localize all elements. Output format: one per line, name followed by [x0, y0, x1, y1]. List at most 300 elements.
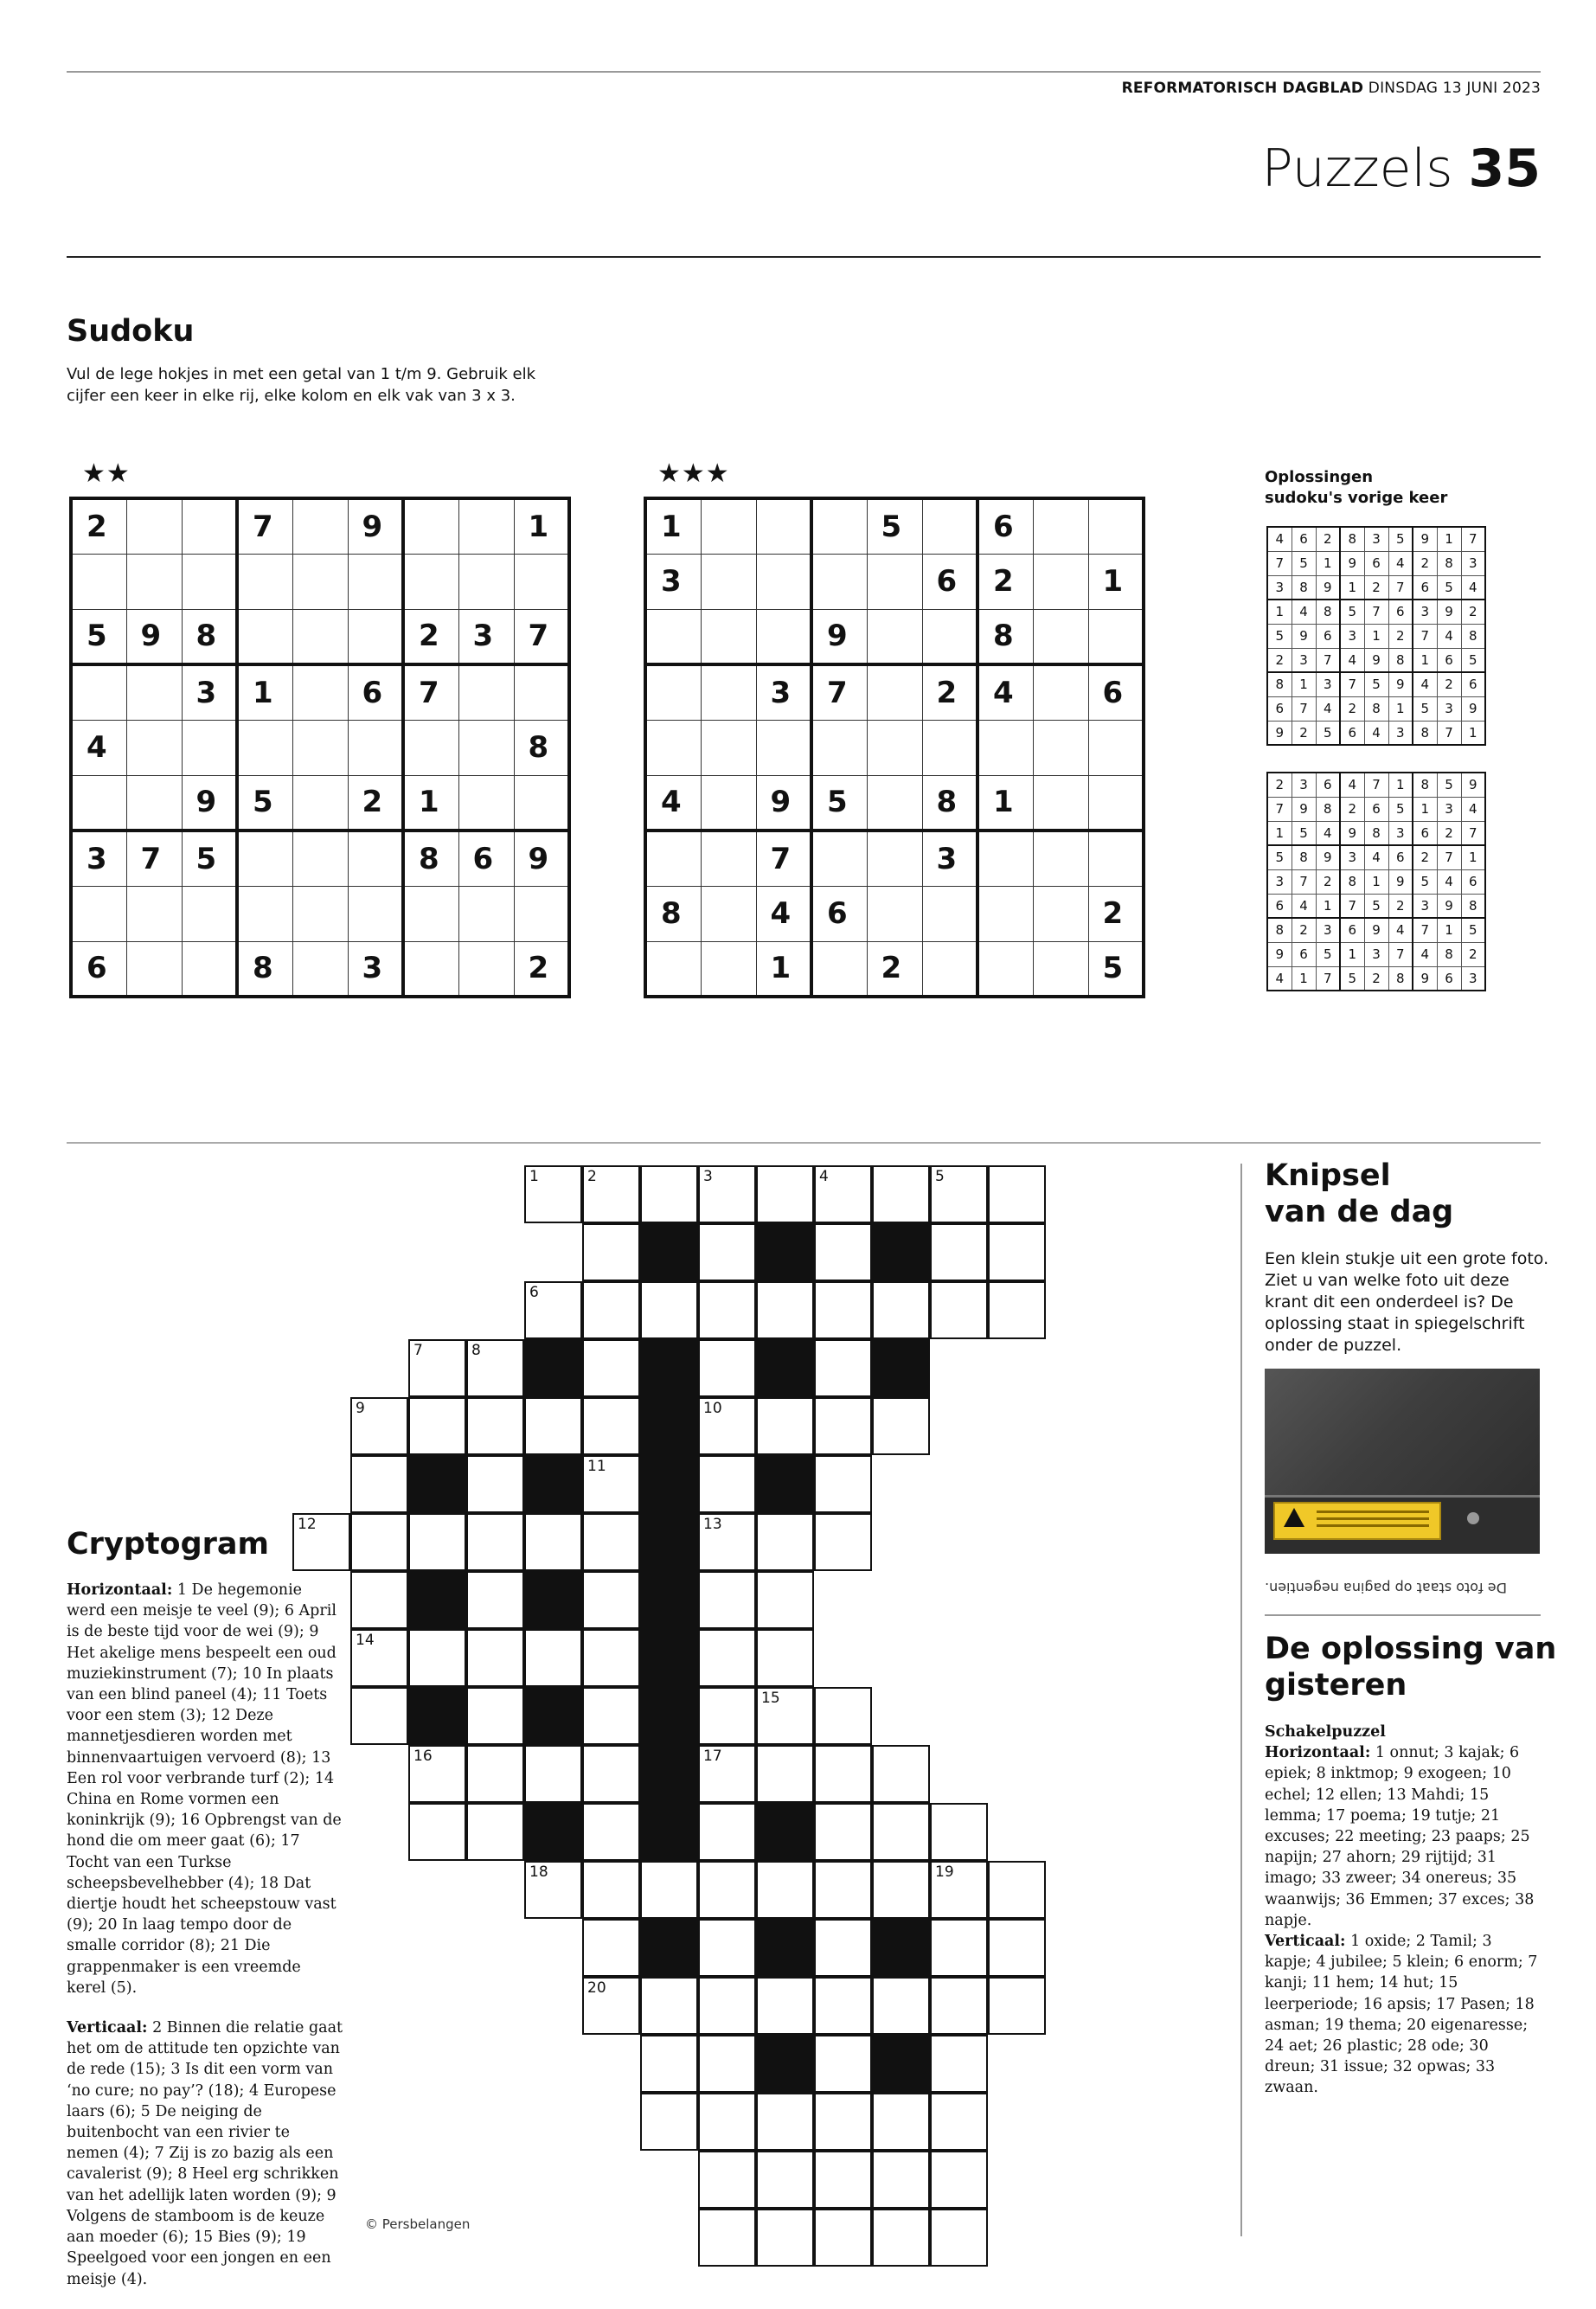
crossword-cell[interactable]	[698, 1687, 756, 1745]
solution-cell: 1	[1413, 797, 1437, 821]
crossword-cell[interactable]	[408, 1339, 466, 1397]
crossword-cell[interactable]	[466, 1513, 524, 1571]
crossword-cell[interactable]	[988, 1977, 1046, 2035]
crossword-cell[interactable]	[814, 1281, 872, 1339]
sudoku-cell[interactable]	[645, 941, 701, 997]
sudoku-cell[interactable]: 3	[348, 941, 403, 997]
sudoku-cell[interactable]	[458, 664, 514, 720]
crossword-cell[interactable]	[350, 1687, 408, 1745]
crossword-cell[interactable]	[350, 1397, 408, 1455]
crossword-cell[interactable]	[872, 1745, 930, 1803]
crossword-cell[interactable]	[930, 2151, 988, 2209]
crossword-cell[interactable]	[814, 1455, 872, 1513]
crossword-cell[interactable]	[292, 1513, 350, 1571]
crossword-cell[interactable]	[524, 1397, 582, 1455]
sudoku-cell[interactable]: 5	[811, 775, 867, 831]
sudoku-cell[interactable]	[701, 554, 756, 609]
sudoku-cell[interactable]	[922, 609, 977, 664]
crossword-cell[interactable]	[466, 1629, 524, 1687]
crossword-cell[interactable]	[814, 1223, 872, 1281]
crossword-cell[interactable]	[698, 1165, 756, 1223]
sudoku-cell[interactable]: 2	[348, 775, 403, 831]
sudoku-cell[interactable]	[645, 720, 701, 775]
sudoku-cell[interactable]	[1088, 498, 1144, 554]
crossword-cell[interactable]	[930, 1919, 988, 1977]
sudoku-cell[interactable]	[71, 554, 126, 609]
sudoku-cell[interactable]	[701, 609, 756, 664]
crossword-cell[interactable]	[582, 1803, 640, 1861]
crossword-cell[interactable]	[814, 1165, 872, 1223]
crossword-cell[interactable]	[930, 1803, 988, 1861]
crossword-cell[interactable]	[872, 1977, 930, 2035]
sudoku-cell[interactable]: 4	[756, 886, 811, 941]
sudoku-cell[interactable]	[811, 554, 867, 609]
crossword-cell[interactable]	[640, 1977, 698, 2035]
sudoku-cell[interactable]: 1	[514, 498, 569, 554]
sudoku-cell[interactable]: 2	[1088, 886, 1144, 941]
sudoku-cell[interactable]	[922, 886, 977, 941]
sudoku-cell[interactable]: 2	[867, 941, 922, 997]
crossword-clue-number: 10	[703, 1400, 722, 1417]
crossword-cell[interactable]	[582, 1687, 640, 1745]
crossword-cell[interactable]	[582, 1919, 640, 1977]
sudoku-cell[interactable]	[977, 886, 1033, 941]
sudoku-cell[interactable]	[237, 720, 292, 775]
sudoku-cell[interactable]	[977, 720, 1033, 775]
sudoku-cell[interactable]: 4	[977, 664, 1033, 720]
crossword-cell[interactable]	[582, 1513, 640, 1571]
crossword-cell[interactable]	[698, 1281, 756, 1339]
sudoku-cell[interactable]	[292, 775, 348, 831]
crossword-cell[interactable]	[524, 1513, 582, 1571]
crossword-cell[interactable]	[756, 2093, 814, 2151]
sudoku-cell[interactable]	[701, 664, 756, 720]
crossword-cell[interactable]	[698, 1571, 756, 1629]
crossword-cell[interactable]	[408, 1745, 466, 1803]
sudoku-cell[interactable]: 4	[71, 720, 126, 775]
crossword-cell[interactable]	[466, 1571, 524, 1629]
crossword-cell[interactable]	[524, 1281, 582, 1339]
crossword-cell[interactable]	[814, 1861, 872, 1919]
sudoku-cell[interactable]	[348, 554, 403, 609]
crossword-cell[interactable]	[582, 1629, 640, 1687]
sudoku-cell[interactable]	[237, 554, 292, 609]
crossword-cell[interactable]	[872, 2093, 930, 2151]
sudoku-cell[interactable]	[182, 886, 237, 941]
crossword-cell[interactable]	[350, 1571, 408, 1629]
crossword-cell[interactable]	[640, 1861, 698, 1919]
sudoku-cell[interactable]: 1	[1088, 554, 1144, 609]
sudoku-cell[interactable]: 3	[182, 664, 237, 720]
sudoku-cell[interactable]: 8	[514, 720, 569, 775]
sudoku-cell[interactable]	[867, 554, 922, 609]
sudoku-cell[interactable]: 8	[237, 941, 292, 997]
crossword-cell[interactable]	[930, 1861, 988, 1919]
crossword-cell[interactable]	[408, 1629, 466, 1687]
sudoku-cell[interactable]: 2	[922, 664, 977, 720]
crossword-cell[interactable]	[582, 1977, 640, 2035]
sudoku-cell[interactable]	[1033, 609, 1088, 664]
crossword-cell[interactable]	[872, 1861, 930, 1919]
sudoku-cell[interactable]: 8	[182, 609, 237, 664]
sudoku-cell[interactable]: 4	[645, 775, 701, 831]
sudoku-cell[interactable]	[867, 664, 922, 720]
crossword-cell[interactable]	[698, 1745, 756, 1803]
solution-cell: 5	[1413, 696, 1437, 721]
crossword-cell[interactable]	[872, 2151, 930, 2209]
sudoku-cell[interactable]	[977, 831, 1033, 886]
crossword-cell[interactable]	[582, 1339, 640, 1397]
crossword-cell[interactable]	[466, 1803, 524, 1861]
crossword-cell[interactable]	[582, 1223, 640, 1281]
crossword-cell[interactable]	[814, 1513, 872, 1571]
sudoku-cell[interactable]	[756, 554, 811, 609]
sudoku-cell[interactable]: 2	[403, 609, 458, 664]
sudoku-cell[interactable]	[1033, 941, 1088, 997]
sudoku-cell[interactable]	[1033, 775, 1088, 831]
sudoku-cell[interactable]	[1088, 609, 1144, 664]
sudoku-cell[interactable]: 7	[756, 831, 811, 886]
crossword-cell[interactable]	[756, 1513, 814, 1571]
sudoku-cell[interactable]	[126, 720, 182, 775]
crossword-cell[interactable]	[872, 1165, 930, 1223]
sudoku-cell[interactable]: 6	[922, 554, 977, 609]
crossword-cell[interactable]	[756, 1281, 814, 1339]
sudoku-cell[interactable]	[867, 609, 922, 664]
crossword-clue-number: 19	[935, 1863, 954, 1881]
sudoku-cell[interactable]	[458, 720, 514, 775]
sudoku-cell[interactable]: 9	[514, 831, 569, 886]
crossword-cell[interactable]	[814, 1919, 872, 1977]
crossword-cell[interactable]	[814, 2209, 872, 2267]
sudoku-cell[interactable]	[701, 775, 756, 831]
sudoku-cell[interactable]	[1033, 831, 1088, 886]
crossword-cell[interactable]	[582, 1745, 640, 1803]
crossword-cell[interactable]	[350, 1629, 408, 1687]
sudoku-cell[interactable]	[701, 498, 756, 554]
crossword-clue-number: 14	[356, 1632, 375, 1649]
sudoku-cell[interactable]: 1	[756, 941, 811, 997]
sudoku-cell[interactable]: 5	[182, 831, 237, 886]
sudoku-cell[interactable]: 2	[514, 941, 569, 997]
solution-cell: 5	[1267, 624, 1292, 648]
sudoku-cell[interactable]	[126, 886, 182, 941]
sudoku-cell[interactable]: 6	[811, 886, 867, 941]
crossword-cell[interactable]	[814, 1687, 872, 1745]
sudoku-cell[interactable]: 1	[645, 498, 701, 554]
sudoku-cell[interactable]: 7	[126, 831, 182, 886]
crossword-cell[interactable]	[930, 1281, 988, 1339]
sudoku-cell[interactable]: 9	[756, 775, 811, 831]
sudoku-cell[interactable]	[182, 720, 237, 775]
sudoku-cell[interactable]	[977, 941, 1033, 997]
crossword-cell[interactable]	[582, 1571, 640, 1629]
crossword-cell[interactable]	[756, 1861, 814, 1919]
sudoku-cell[interactable]: 6	[1088, 664, 1144, 720]
sudoku-cell[interactable]	[756, 498, 811, 554]
crossword-cell[interactable]	[930, 1165, 988, 1223]
sudoku-cell[interactable]: 7	[811, 664, 867, 720]
sudoku-cell[interactable]	[403, 886, 458, 941]
crossword-cell[interactable]	[930, 1223, 988, 1281]
crossword-cell[interactable]	[640, 1165, 698, 1223]
crossword-black-cell	[756, 1455, 814, 1513]
crossword-cell[interactable]	[930, 1977, 988, 2035]
sudoku-cell[interactable]	[292, 609, 348, 664]
crossword-cell[interactable]	[582, 1455, 640, 1513]
crossword-cell[interactable]	[988, 1281, 1046, 1339]
sudoku-cell[interactable]	[126, 664, 182, 720]
crossword-cell[interactable]	[582, 1397, 640, 1455]
sudoku-cell[interactable]	[292, 831, 348, 886]
crossword-cell[interactable]	[814, 1803, 872, 1861]
crossword-cell[interactable]	[756, 1397, 814, 1455]
crossword-cell[interactable]	[582, 1861, 640, 1919]
sudoku-cell[interactable]: 3	[756, 664, 811, 720]
sudoku-cell[interactable]	[458, 554, 514, 609]
sudoku-cell[interactable]	[514, 886, 569, 941]
sudoku-cell[interactable]	[1033, 554, 1088, 609]
sudoku-cell[interactable]	[292, 941, 348, 997]
sudoku-cell[interactable]: 3	[922, 831, 977, 886]
sudoku-cell[interactable]: 1	[403, 775, 458, 831]
sudoku-intro: Vul de lege hokjes in met een getal van 1 t/m 9. Gebruik elk cijfer een keer in elke rij, elke kolom en elk vak van 3 x 3.	[67, 365, 536, 405]
sudoku-cell[interactable]	[237, 831, 292, 886]
sudoku-cell[interactable]	[237, 886, 292, 941]
sudoku-cell[interactable]: 2	[71, 498, 126, 554]
crossword-cell[interactable]	[930, 2093, 988, 2151]
sudoku-cell[interactable]	[645, 609, 701, 664]
sudoku-cell[interactable]	[71, 886, 126, 941]
sudoku-cell[interactable]	[126, 775, 182, 831]
sudoku-cell[interactable]: 6	[458, 831, 514, 886]
sudoku-cell[interactable]: 3	[71, 831, 126, 886]
crossword-cell[interactable]	[756, 2209, 814, 2267]
sudoku-cell[interactable]	[458, 498, 514, 554]
crossword-cell[interactable]	[930, 2035, 988, 2093]
crossword-cell[interactable]	[756, 1165, 814, 1223]
solution-cell: 8	[1316, 600, 1340, 624]
sudoku-cell[interactable]	[1033, 720, 1088, 775]
sudoku-cell[interactable]: 8	[922, 775, 977, 831]
crossword-cell[interactable]	[756, 1977, 814, 2035]
crossword-cell[interactable]	[698, 1397, 756, 1455]
sudoku-cell[interactable]: 7	[237, 498, 292, 554]
crossword-cell[interactable]	[988, 1919, 1046, 1977]
sudoku-cell[interactable]	[71, 775, 126, 831]
crossword-cell[interactable]	[640, 1281, 698, 1339]
sudoku-cell[interactable]: 1	[977, 775, 1033, 831]
sudoku-cell[interactable]: 5	[867, 498, 922, 554]
crossword-cell[interactable]	[814, 2093, 872, 2151]
crossword-cell[interactable]	[698, 2209, 756, 2267]
sudoku-cell[interactable]: 7	[514, 609, 569, 664]
sudoku-cell[interactable]	[514, 554, 569, 609]
sudoku-cell[interactable]: 9	[182, 775, 237, 831]
sudoku-cell[interactable]	[867, 831, 922, 886]
sudoku-cell[interactable]	[922, 941, 977, 997]
sudoku-cell[interactable]: 5	[1088, 941, 1144, 997]
sudoku-cell[interactable]	[458, 775, 514, 831]
sudoku-cell[interactable]	[403, 941, 458, 997]
sudoku-cell[interactable]	[403, 498, 458, 554]
sudoku-cell[interactable]: 8	[645, 886, 701, 941]
crossword-cell[interactable]	[872, 1803, 930, 1861]
crossword-cell[interactable]	[872, 1281, 930, 1339]
crossword-cell[interactable]	[814, 2151, 872, 2209]
sudoku-cell[interactable]: 9	[811, 609, 867, 664]
crossword-cell[interactable]	[524, 1629, 582, 1687]
sudoku-cell[interactable]	[182, 498, 237, 554]
sudoku-cell[interactable]	[348, 886, 403, 941]
crossword-cell[interactable]	[698, 1977, 756, 2035]
sudoku-cell[interactable]	[922, 498, 977, 554]
crossword-cell[interactable]	[582, 1281, 640, 1339]
sudoku-cell[interactable]: 3	[645, 554, 701, 609]
sudoku-cell[interactable]	[403, 720, 458, 775]
sudoku-cell[interactable]: 5	[71, 609, 126, 664]
sudoku-cell[interactable]: 8	[977, 609, 1033, 664]
crossword-cell[interactable]	[698, 2035, 756, 2093]
sudoku-cell[interactable]	[71, 664, 126, 720]
sudoku-cell[interactable]	[292, 664, 348, 720]
sudoku-cell[interactable]	[701, 886, 756, 941]
sudoku-cell[interactable]	[645, 831, 701, 886]
crossword-cell[interactable]	[698, 2151, 756, 2209]
sudoku-cell[interactable]	[458, 941, 514, 997]
crossword-cell[interactable]	[814, 1977, 872, 2035]
crossword-cell[interactable]	[872, 1397, 930, 1455]
sudoku-cell[interactable]: 8	[403, 831, 458, 886]
crossword-cell[interactable]	[350, 1455, 408, 1513]
crossword-cell[interactable]	[466, 1687, 524, 1745]
sudoku-cell[interactable]: 7	[403, 664, 458, 720]
crossword-cell[interactable]	[698, 1223, 756, 1281]
sudoku-cell[interactable]	[811, 720, 867, 775]
sudoku-cell[interactable]	[756, 609, 811, 664]
crossword-cell[interactable]	[756, 2151, 814, 2209]
sudoku-cell[interactable]	[403, 554, 458, 609]
sudoku-cell[interactable]	[292, 886, 348, 941]
crossword-cell[interactable]	[466, 1397, 524, 1455]
crossword-cell[interactable]	[814, 2035, 872, 2093]
sudoku-cell[interactable]	[867, 775, 922, 831]
sudoku-cell[interactable]: 9	[126, 609, 182, 664]
crossword-cell[interactable]	[988, 1861, 1046, 1919]
sudoku-cell[interactable]	[811, 831, 867, 886]
crossword-cell[interactable]	[524, 1165, 582, 1223]
sudoku-cell[interactable]	[811, 941, 867, 997]
crossword-cell[interactable]	[698, 2093, 756, 2151]
sudoku-cell[interactable]	[701, 831, 756, 886]
sudoku-cell[interactable]	[292, 720, 348, 775]
sudoku-cell[interactable]	[756, 720, 811, 775]
crossword-cell[interactable]	[466, 1745, 524, 1803]
crossword-black-cell	[640, 1339, 698, 1397]
crossword-cell[interactable]	[408, 1397, 466, 1455]
sudoku-cell[interactable]	[292, 498, 348, 554]
sudoku-cell[interactable]	[811, 498, 867, 554]
sudoku-cell[interactable]	[292, 554, 348, 609]
crossword-cell[interactable]	[698, 1919, 756, 1977]
crossword-cell[interactable]	[698, 1339, 756, 1397]
sudoku-cell[interactable]	[1033, 886, 1088, 941]
sudoku-cell[interactable]	[701, 941, 756, 997]
sudoku-cell[interactable]	[1033, 498, 1088, 554]
sudoku-cell[interactable]	[514, 775, 569, 831]
crossword-cell[interactable]	[872, 2209, 930, 2267]
sudoku-cell[interactable]	[1088, 831, 1144, 886]
crossword-cell[interactable]	[582, 1165, 640, 1223]
sudoku-cell[interactable]	[458, 886, 514, 941]
crossword-cell[interactable]	[756, 1687, 814, 1745]
sudoku-cell[interactable]	[867, 720, 922, 775]
crossword-cell[interactable]	[408, 1513, 466, 1571]
sudoku-cell[interactable]	[237, 609, 292, 664]
crossword-cell[interactable]	[698, 1455, 756, 1513]
sudoku-cell[interactable]: 6	[348, 664, 403, 720]
crossword-cell[interactable]	[524, 1745, 582, 1803]
sudoku-cell[interactable]	[922, 720, 977, 775]
crossword-cell[interactable]	[698, 1629, 756, 1687]
solution-cell: 3	[1292, 648, 1316, 672]
crossword-cell[interactable]	[698, 1513, 756, 1571]
sudoku-cell[interactable]	[348, 720, 403, 775]
crossword-cell[interactable]	[350, 1513, 408, 1571]
sudoku-cell[interactable]	[1088, 720, 1144, 775]
crossword-cell[interactable]	[814, 1397, 872, 1455]
sudoku-cell[interactable]	[1088, 775, 1144, 831]
crossword-cell[interactable]	[988, 1165, 1046, 1223]
crossword-cell[interactable]	[408, 1803, 466, 1861]
crossword-cell[interactable]	[640, 2035, 698, 2093]
crossword-cell[interactable]	[930, 2209, 988, 2267]
sudoku-cell[interactable]: 6	[977, 498, 1033, 554]
crossword-cell[interactable]	[814, 1745, 872, 1803]
sudoku-cell[interactable]	[126, 554, 182, 609]
sudoku-cell[interactable]: 1	[237, 664, 292, 720]
sudoku-cell[interactable]	[348, 831, 403, 886]
crossword-cell[interactable]	[698, 1803, 756, 1861]
sudoku-cell[interactable]	[514, 664, 569, 720]
crossword-cell[interactable]	[524, 1861, 582, 1919]
crossword-cell[interactable]	[466, 1339, 524, 1397]
solution-cell: 2	[1437, 821, 1461, 845]
sudoku-cell[interactable]	[645, 664, 701, 720]
sudoku-cell[interactable]	[182, 941, 237, 997]
sudoku-cell[interactable]	[867, 886, 922, 941]
crossword-cell[interactable]	[814, 1339, 872, 1397]
sudoku-cell[interactable]: 9	[348, 498, 403, 554]
sudoku-cell[interactable]: 6	[71, 941, 126, 997]
crossword-cell[interactable]	[466, 1455, 524, 1513]
sudoku-cell[interactable]	[126, 498, 182, 554]
sudoku-cell[interactable]: 2	[977, 554, 1033, 609]
crossword-cell[interactable]	[756, 1629, 814, 1687]
sudoku-cell[interactable]: 5	[237, 775, 292, 831]
sudoku-cell[interactable]	[348, 609, 403, 664]
crossword-cell[interactable]	[756, 1571, 814, 1629]
crossword-cell[interactable]	[756, 1745, 814, 1803]
sudoku-cell[interactable]: 3	[458, 609, 514, 664]
crossword-cell[interactable]	[988, 1223, 1046, 1281]
crossword-cell[interactable]	[640, 2093, 698, 2151]
sudoku-cell[interactable]	[1033, 664, 1088, 720]
sudoku-cell[interactable]	[126, 941, 182, 997]
sudoku-cell[interactable]	[182, 554, 237, 609]
crossword-cell[interactable]	[698, 1861, 756, 1919]
sudoku-cell[interactable]	[701, 720, 756, 775]
